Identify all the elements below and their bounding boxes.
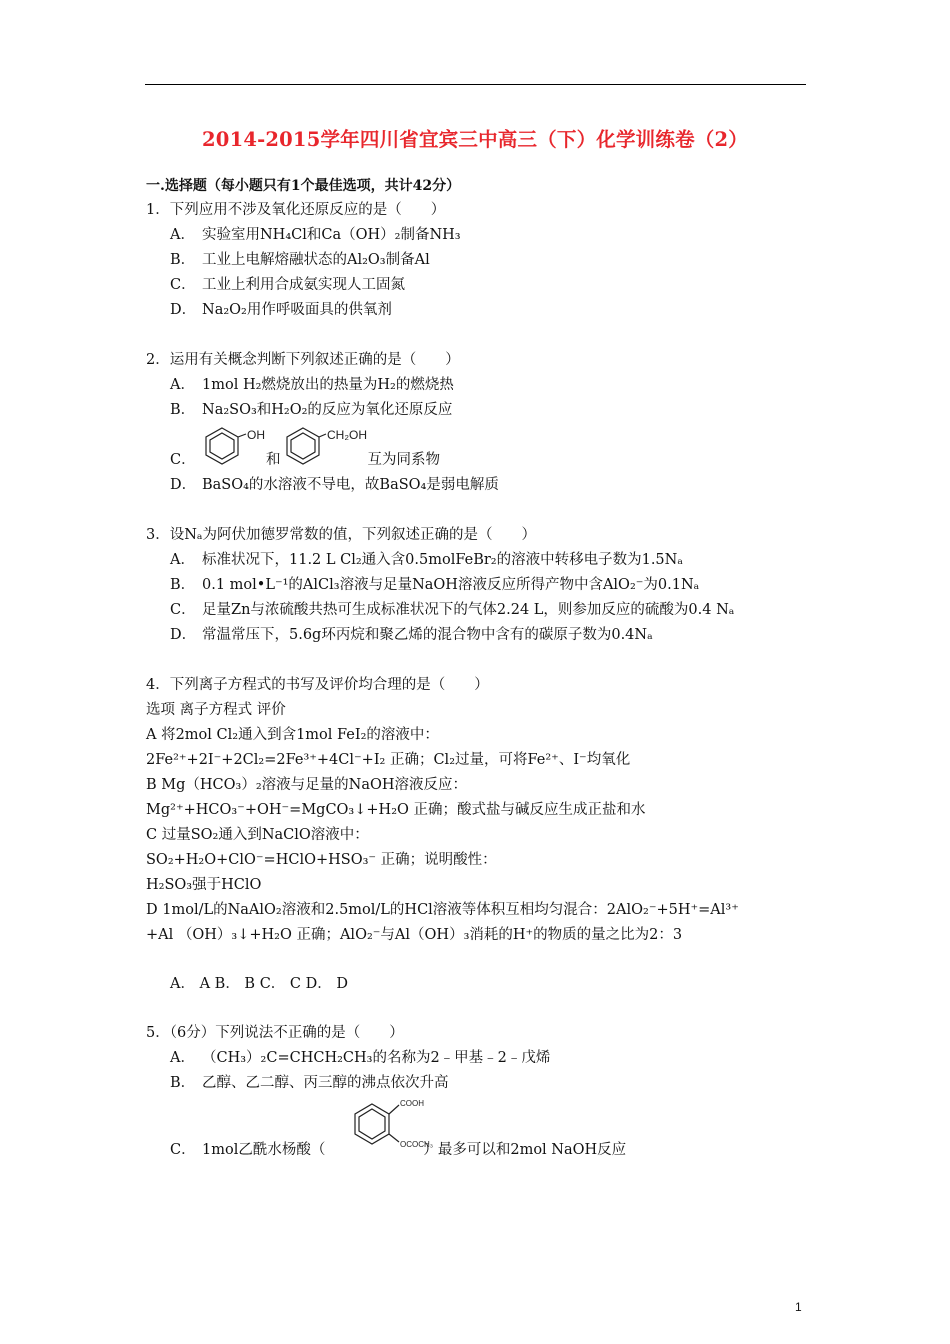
page-title: 2014-2015学年四川省宜宾三中高三（下）化学训练卷（2） xyxy=(202,128,748,151)
question-4-table-row: H₂SO₃强于HClO xyxy=(146,877,262,893)
question-4-table-row: Mg²⁺+HCO₃⁻+OH⁻=MgCO₃↓+H₂O 正确；酸式盐与碱反应生成正盐和水 xyxy=(146,802,646,818)
question-4-table-row: D 1mol/L的NaAlO₂溶液和2.5mol/L的HCl溶液等体积互相均匀混合：2AlO₂⁻+5H⁺=Al³⁺ xyxy=(146,902,739,918)
question-4-table-row: C 过量SO₂通入到NaClO溶液中： xyxy=(146,827,369,843)
benzyl-ch2oh-label: CH₂OH xyxy=(327,428,367,442)
question-4-options: A． A B． B C． C D． D xyxy=(170,976,348,992)
question-2-option-a: A． 1mol H₂燃烧放出的热量为H₂的燃烧热 xyxy=(170,377,454,393)
question-2-stem: 2．运用有关概念判断下列叙述正确的是（ ） xyxy=(146,352,460,368)
question-3-option-a: A． 标准状况下，11.2 L Cl₂通入含0.5molFeBr₂的溶液中转移电子数为1.5Nₐ xyxy=(170,552,683,568)
question-5-option-a: A． （CH₃）₂C=CHCH₂CH₃的名称为2﹣甲基﹣2﹣戊烯 xyxy=(170,1050,551,1066)
question-2-option-b: B． Na₂SO₃和H₂O₂的反应为氧化还原反应 xyxy=(170,402,453,418)
question-1-option-a: A． 实验室用NH₄Cl和Ca（OH）₂制备NH₃ xyxy=(170,227,461,243)
question-1-option-d: D． Na₂O₂用作呼吸面具的供氧剂 xyxy=(170,302,392,318)
question-4-table-row: A 将2mol Cl₂通入到含1mol FeI₂的溶液中： xyxy=(146,727,439,743)
question-4-table-row: SO₂+H₂O+ClO⁻=HClO+HSO₃⁻ 正确；说明酸性： xyxy=(146,852,497,868)
question-5-option-b: B． 乙醇、乙二醇、丙三醇的沸点依次升高 xyxy=(170,1075,449,1091)
question-4-stem: 4．下列离子方程式的书写及评价均合理的是（ ） xyxy=(146,677,489,693)
phenol-oh-label: OH xyxy=(247,428,265,442)
question-4-table-row: +Al （OH）₃↓+H₂O 正确；AlO₂⁻与Al（OH）₃消耗的H⁺的物质的量之比为2：3 xyxy=(146,927,683,943)
question-3-option-d: D． 常温常压下，5.6g环丙烷和聚乙烯的混合物中含有的碳原子数为0.4Nₐ xyxy=(170,627,653,643)
header-rule xyxy=(145,84,806,85)
aspirin-ring-icon xyxy=(355,1104,399,1144)
question-5-option-c: C． 1mol乙酰水杨酸（ ）最多可以和2mol NaOH反应 xyxy=(170,1142,627,1158)
question-3-option-b: B． 0.1 mol•L⁻¹的AlCl₃溶液与足量NaOH溶液反应所得产物中含AlO₂⁻为0.1Nₐ xyxy=(170,577,700,593)
question-4-table-row: 选项 离子方程式 评价 xyxy=(146,702,286,718)
question-4-table-row: B Mg（HCO₃）₂溶液与足量的NaOH溶液反应： xyxy=(146,777,468,793)
ococh3-label: OCOCH₃ xyxy=(400,1140,434,1149)
question-1-option-c: C． 工业上利用合成氨实现人工固氮 xyxy=(170,277,405,293)
question-1-option-b: B． 工业上电解熔融状态的Al₂O₃制备Al xyxy=(170,252,430,268)
question-4-table-row: 2Fe²⁺+2I⁻+2Cl₂=2Fe³⁺+4Cl⁻+I₂ 正确；Cl₂过量，可将Fe²⁺、I⁻均氧化 xyxy=(146,752,631,768)
question-3-stem: 3．设Nₐ为阿伏加德罗常数的值，下列叙述正确的是（ ） xyxy=(146,527,537,543)
question-5-stem: 5．（6分）下列说法不正确的是（ ） xyxy=(146,1025,404,1041)
question-2-option-c: C． 和 互为同系物 xyxy=(170,452,440,468)
section-heading: 一.选择题（每小题只有1个最佳选项，共计42分） xyxy=(146,178,461,194)
cooh-label: COOH xyxy=(400,1099,424,1108)
page-number: 1 xyxy=(795,1300,802,1314)
question-1-stem: 1．下列应用不涉及氧化还原反应的是（ ） xyxy=(146,202,446,218)
question-2-option-d: D． BaSO₄的水溶液不导电，故BaSO₄是弱电解质 xyxy=(170,477,499,493)
question-3-option-c: C． 足量Zn与浓硫酸共热可生成标准状况下的气体2.24 L，则参加反应的硫酸为0.4 Nₐ xyxy=(170,602,735,618)
